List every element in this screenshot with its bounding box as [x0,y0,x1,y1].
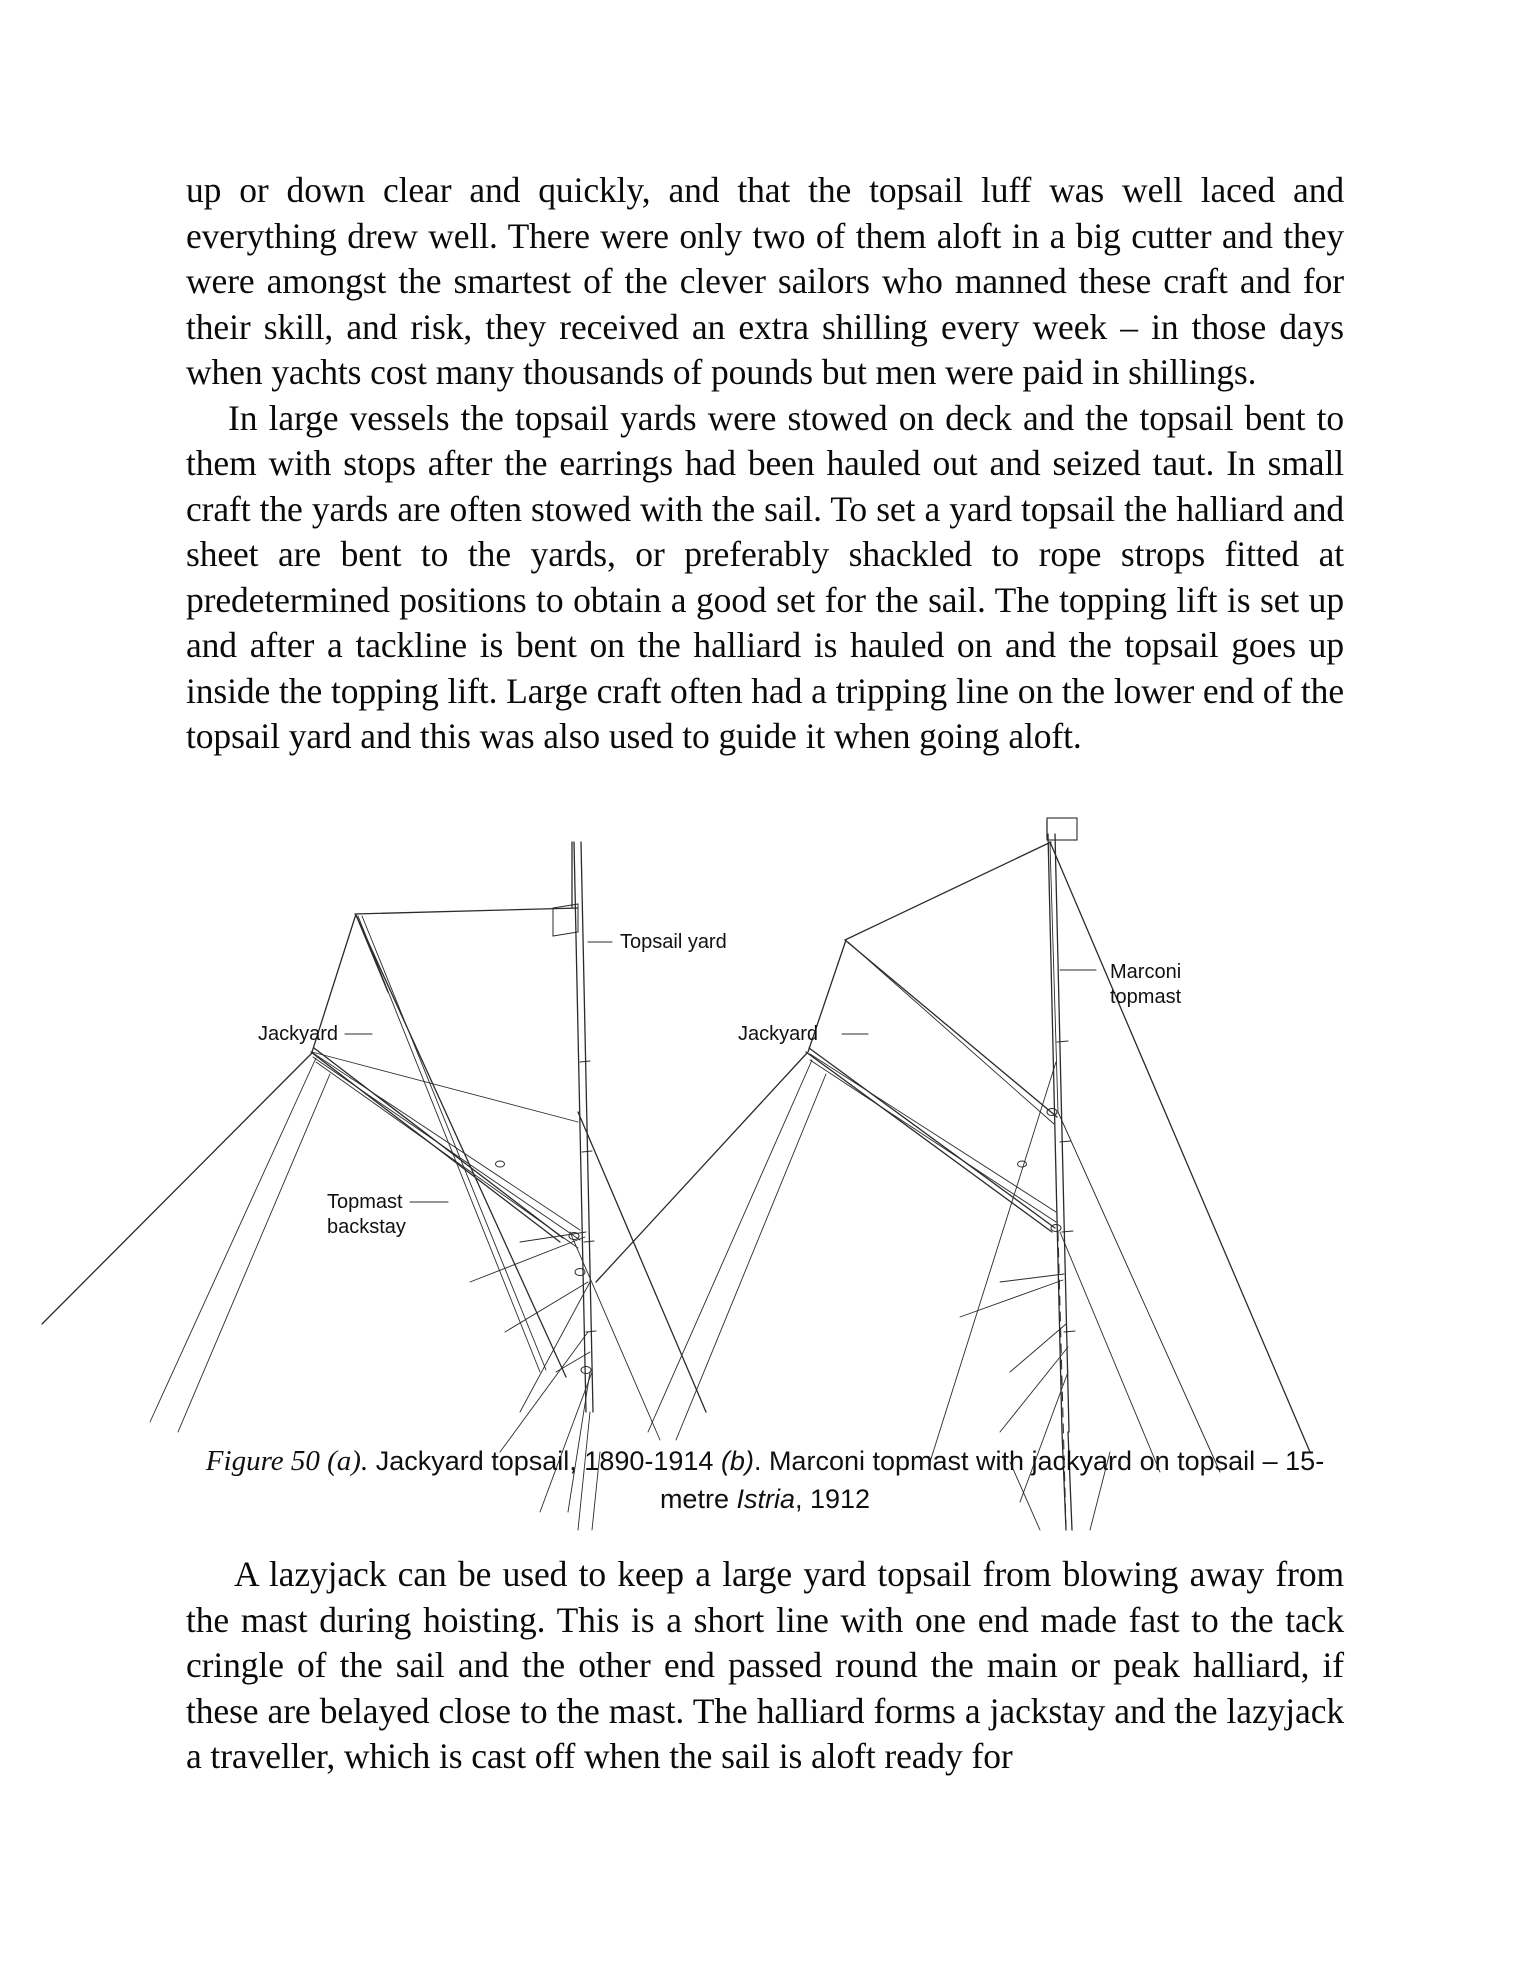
paragraph-1: up or down clear and quickly, and that the topsail luff was well laced and everything drew well. There were only two of them aloft in a big cutter and they were amongst the smartest of the clever sailors who manned these craft and for their skill, and risk, they received an extra shilling every week – in those days when yachts cost many thousands of pounds but men were paid in shillings. [186,170,1344,392]
label-marconi-line-1: Marconi [1110,961,1182,983]
figure-number: Figure 50 (a). [205,1445,369,1477]
diagram-b-rigging [578,818,1310,1530]
figure-50 [0,812,1530,1542]
paragraph-3: A lazyjack can be used to keep a large yard topsail from blowing away from the mast during hoisting. This is a short line with one end made fast to the tack cringle of the sail and the other end passed round the main or peak halliard, if these are belayed close to the mast. The halliard forms a jackstay and the lazyjack a traveller, which is cast off when the sail is aloft ready for [186,1554,1344,1776]
label-jackyard-b: Jackyard [738,1023,819,1045]
main-text-column [186,168,1344,760]
caption-part-b-marker: (b) [720,1446,754,1476]
label-topmast-backstay-line-2: backstay [327,1216,406,1238]
figure-caption [186,1442,1344,1518]
label-topmast-backstay-line-1: Topmast [327,1191,403,1213]
caption-part-b: . Marconi topmast with jackyard on topsail – 15-metre [659,1446,1325,1514]
label-marconi-line-2: topmast [1110,986,1182,1008]
label-jackyard-a: Jackyard [258,1023,339,1045]
caption-part-a: Jackyard topsail, 1890-1914 [368,1446,721,1476]
main-text-column-bottom [186,1552,1344,1780]
label-topsail-yard: Topsail yard [620,931,727,953]
caption-vessel-name: Istria [736,1484,795,1514]
paragraph-2: In large vessels the topsail yards were stowed on deck and the topsail bent to them with stops after the earrings had been hauled out and seized taut. In small craft the yards are often stowed with the sail. To set a yard topsail the halliard and sheet are bent to the yards, or preferably shackled to rope strops fitted at predetermined positions to obtain a good set for the sail. The topping lift is set up and after a tackline is bent on the halliard is hauled on and the topsail goes up inside the topping lift. Large craft often had a tripping line on the lower end of the topsail yard and this was also used to guide it when going aloft. [186,397,1344,756]
caption-year: , 1912 [794,1484,871,1514]
